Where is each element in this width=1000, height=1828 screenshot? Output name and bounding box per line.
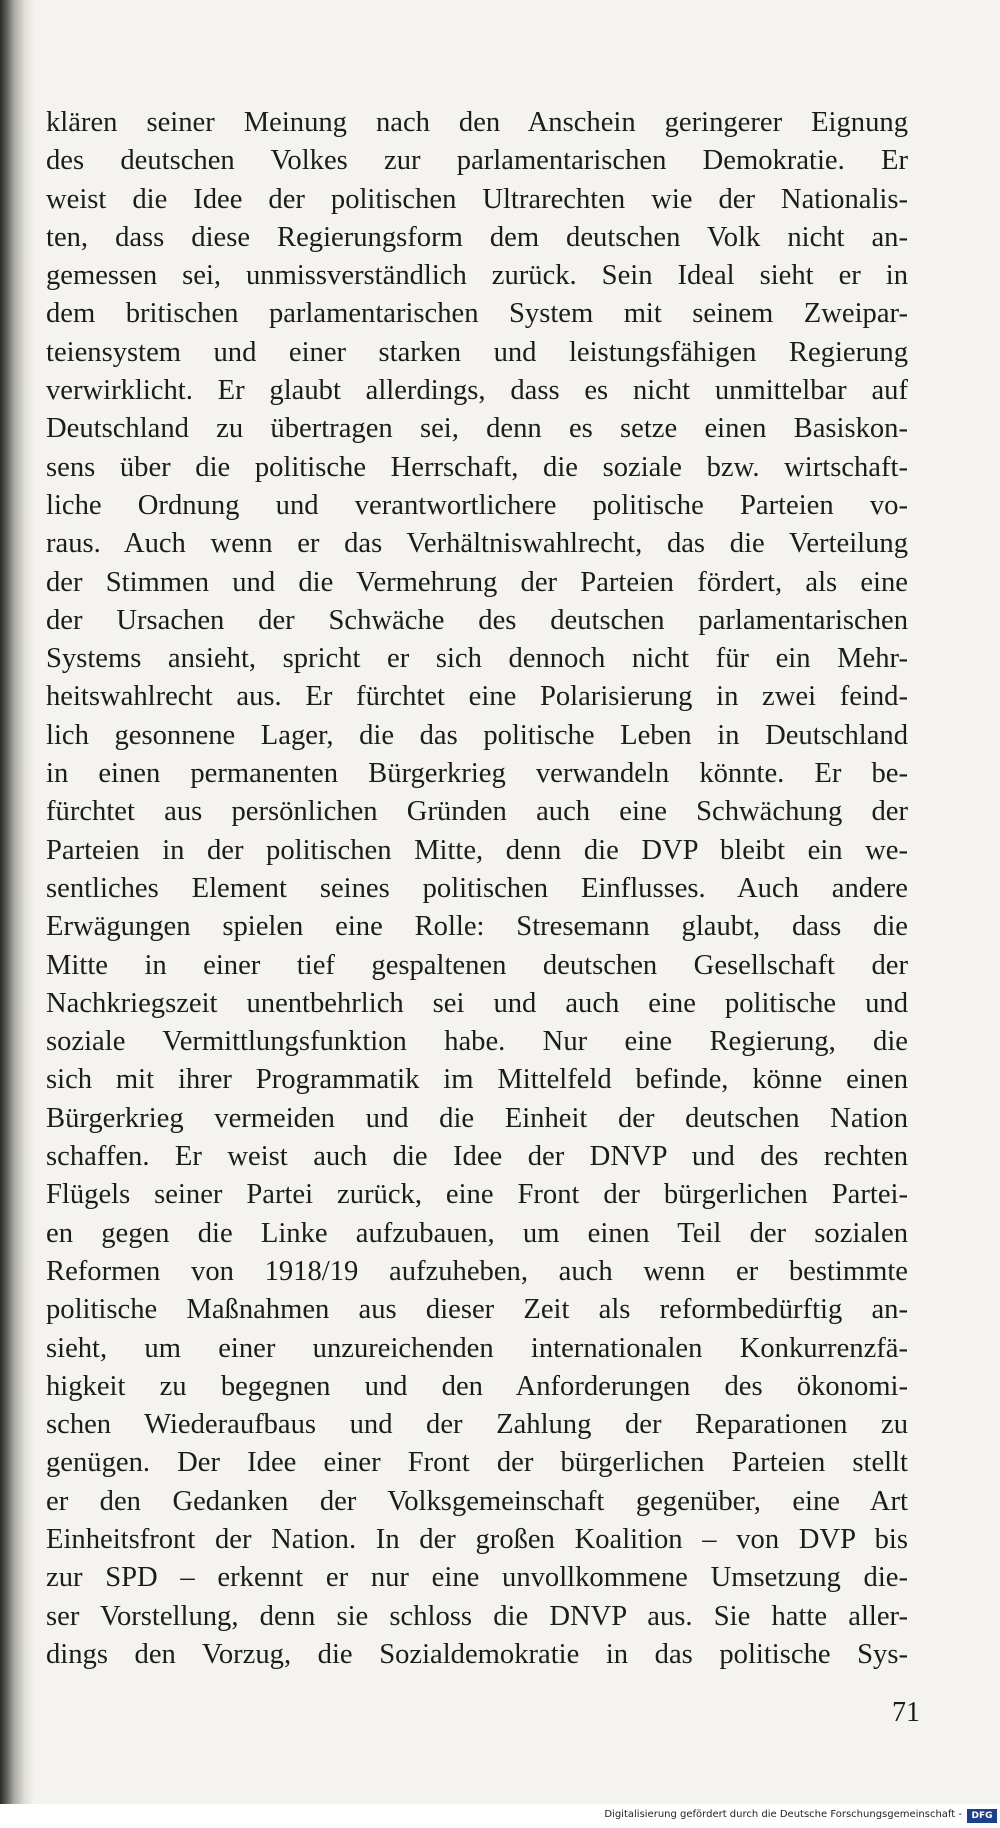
text-line: Mitte in einer tief gespaltenen deutschen Gesellschaft der: [46, 949, 908, 981]
text-line: sich mit ihrer Programmatik im Mittelfeld befinde, könne einen: [46, 1064, 908, 1096]
text-line: soziale Vermittlungsfunktion habe. Nur eine Regierung, die: [46, 1026, 908, 1058]
text-line: sens über die politische Herrschaft, die soziale bzw. wirtschaft-: [46, 451, 908, 483]
body-text: [46, 104, 908, 1674]
text-line: politische Maßnahmen aus dieser Zeit als reformbedürftig an-: [46, 1294, 908, 1326]
text-line: Bürgerkrieg vermeiden und die Einheit der deutschen Nation: [46, 1102, 908, 1134]
text-line: sieht, um einer unzureichenden internationalen Konkurrenzfä-: [46, 1332, 908, 1364]
text-line: Parteien in der politischen Mitte, denn die DVP bleibt ein we-: [46, 834, 908, 866]
text-line: ser Vorstellung, denn sie schloss die DNVP aus. Sie hatte aller-: [46, 1600, 908, 1632]
text-line: genügen. Der Idee einer Front der bürgerlichen Parteien stellt: [46, 1447, 908, 1479]
text-line: schaffen. Er weist auch die Idee der DNVP und des rechten: [46, 1141, 908, 1173]
text-line: sentliches Element seines politischen Einflusses. Auch andere: [46, 872, 908, 904]
text-line: dem britischen parlamentarischen System mit seinem Zweipar-: [46, 298, 908, 330]
text-line: Systems ansieht, spricht er sich dennoch nicht für ein Mehr-: [46, 643, 908, 675]
text-line: ten, dass diese Regierungsform dem deutschen Volk nicht an-: [46, 221, 908, 253]
text-line: weist die Idee der politischen Ultrarechten wie der Nationalis-: [46, 183, 908, 215]
text-line: Nachkriegszeit unentbehrlich sei und auch eine politische und: [46, 987, 908, 1019]
text-line: klären seiner Meinung nach den Anschein geringerer Eignung: [46, 107, 908, 138]
text-line: fürchtet aus persönlichen Gründen auch eine Schwächung der: [46, 796, 908, 828]
funding-notice: Digitalisierung gefördert durch die Deutsche Forschungsgemeinschaft -: [604, 1809, 962, 1820]
text-line: raus. Auch wenn er das Verhältniswahlrecht, das die Verteilung: [46, 528, 908, 560]
text-line: liche Ordnung und verantwortlichere politische Parteien vo-: [46, 489, 908, 521]
text-line: Erwägungen spielen eine Rolle: Stresemann glaubt, dass die: [46, 911, 908, 943]
text-line: er den Gedanken der Volksgemeinschaft gegenüber, eine Art: [46, 1485, 908, 1517]
text-line: zur SPD – erkennt er nur eine unvollkommene Umsetzung die-: [46, 1562, 908, 1594]
text-line: des deutschen Volkes zur parlamentarischen Demokratie. Er: [46, 145, 908, 177]
text-line: higkeit zu begegnen und den Anforderungen des ökonomi-: [46, 1370, 908, 1402]
digitization-footer: [0, 1804, 1000, 1828]
text-line: Reformen von 1918/19 aufzuheben, auch wenn er bestimmte: [46, 1255, 908, 1287]
text-line: dings den Vorzug, die Sozialdemokratie in das politische Sys-: [46, 1638, 908, 1670]
text-line: der Ursachen der Schwäche des deutschen parlamentarischen: [46, 604, 908, 636]
text-line: Einheitsfront der Nation. In der großen Koalition – von DVP bis: [46, 1523, 908, 1555]
text-line: schen Wiederaufbaus und der Zahlung der Reparationen zu: [46, 1409, 908, 1441]
text-line: verwirklicht. Er glaubt allerdings, dass es nicht unmittelbar auf: [46, 375, 908, 407]
text-line: lich gesonnene Lager, die das politische Leben in Deutschland: [46, 719, 908, 751]
page-number: 71: [892, 1697, 920, 1728]
text-line: in einen permanenten Bürgerkrieg verwandeln könnte. Er be-: [46, 758, 908, 790]
dfg-logo: DFG: [967, 1809, 997, 1823]
text-line: der Stimmen und die Vermehrung der Parteien fördert, als eine: [46, 566, 908, 598]
text-line: Flügels seiner Partei zurück, eine Front der bürgerlichen Partei-: [46, 1179, 908, 1211]
text-line: Deutschland zu übertragen sei, denn es setze einen Basiskon-: [46, 413, 908, 445]
text-line: en gegen die Linke aufzubauen, um einen Teil der sozialen: [46, 1217, 908, 1249]
text-line: teiensystem und einer starken und leistungsfähigen Regierung: [46, 336, 908, 368]
text-line: gemessen sei, unmissverständlich zurück. Sein Ideal sieht er in: [46, 260, 908, 292]
text-line: heitswahlrecht aus. Er fürchtet eine Polarisierung in zwei feind-: [46, 681, 908, 713]
binding-shadow: [0, 0, 34, 1804]
